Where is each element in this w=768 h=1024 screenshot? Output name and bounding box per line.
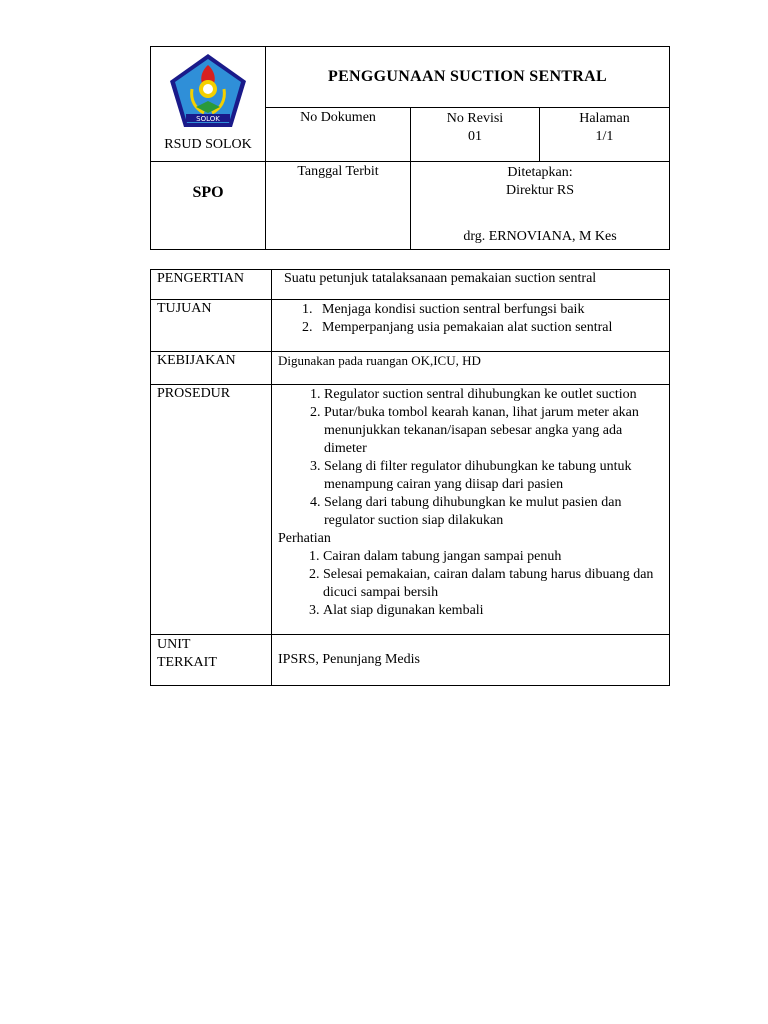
perhatian-label: Perhatian bbox=[278, 531, 331, 546]
no-dokumen-label: No Dokumen bbox=[300, 109, 376, 125]
kebijakan-text: Digunakan pada ruangan OK,ICU, HD bbox=[272, 352, 670, 385]
perhatian-item: 1. Cairan dalam tabung jangan sampai penuh bbox=[323, 548, 663, 566]
tujuan-item: 2. Memperpanjang usia pemakaian alat suction sentral bbox=[316, 319, 663, 337]
tujuan-item: 1. Menjaga kondisi suction sentral berfungsi baik bbox=[316, 301, 663, 319]
ditetapkan-cell bbox=[411, 162, 670, 250]
tujuan-list bbox=[278, 301, 663, 337]
kebijakan-label: KEBIJAKAN bbox=[151, 352, 272, 385]
tujuan-label: TUJUAN bbox=[151, 300, 272, 352]
unit-terkait-label-line1: UNIT bbox=[157, 637, 191, 652]
unit-terkait-text: IPSRS, Penunjang Medis bbox=[272, 635, 670, 686]
spo-label: SPO bbox=[151, 162, 266, 250]
hospital-logo bbox=[166, 51, 250, 135]
perhatian-item: 3. Alat siap digunakan kembali bbox=[323, 602, 663, 620]
logo-text: SOLOK bbox=[196, 115, 220, 123]
prosedur-item: 4. Selang dari tabung dihubungkan ke mulut pasien dan regulator suction siap dilakukan bbox=[324, 494, 663, 530]
signatory-name: drg. ERNOVIANA, M Kes bbox=[463, 229, 617, 244]
tujuan-cell bbox=[272, 300, 670, 352]
halaman-cell bbox=[540, 107, 670, 161]
prosedur-list bbox=[278, 386, 663, 530]
no-revisi-cell bbox=[411, 107, 540, 161]
prosedur-cell bbox=[272, 385, 670, 635]
document-header-table bbox=[150, 46, 670, 250]
prosedur-item: 2. Putar/buka tombol kearah kanan, lihat jarum meter akan menunjukkan tekanan/isapan sebesar angka yang ada dimeter bbox=[324, 404, 663, 458]
halaman-label: Halaman bbox=[579, 110, 630, 126]
pengertian-text: Suatu petunjuk tatalaksanaan pemakaian suction sentral bbox=[272, 270, 670, 300]
prosedur-item: 3. Selang di filter regulator dihubungkan ke tabung untuk menampung cairan yang diisap dari pasien bbox=[324, 458, 663, 494]
no-revisi-label: No Revisi bbox=[446, 110, 504, 126]
procedure-table bbox=[150, 269, 670, 686]
no-revisi-value: 01 bbox=[468, 128, 482, 144]
tanggal-terbit-label: Tanggal Terbit bbox=[266, 162, 411, 250]
unit-terkait-label bbox=[151, 635, 272, 686]
perhatian-list bbox=[278, 548, 663, 620]
prosedur-item: 1. Regulator suction sentral dihubungkan ke outlet suction bbox=[324, 386, 663, 404]
ditetapkan-label: Ditetapkan: bbox=[507, 165, 573, 180]
no-dokumen-cell bbox=[266, 107, 411, 161]
pengertian-label: PENGERTIAN bbox=[151, 270, 272, 300]
hospital-name: RSUD SOLOK bbox=[164, 137, 252, 152]
ditetapkan-role: Direktur RS bbox=[505, 183, 575, 198]
halaman-value: 1/1 bbox=[595, 128, 614, 144]
document-title: PENGGUNAAN SUCTION SENTRAL bbox=[266, 47, 670, 108]
logo-cell bbox=[151, 47, 266, 162]
prosedur-label: PROSEDUR bbox=[151, 385, 272, 635]
perhatian-item: 2. Selesai pemakaian, cairan dalam tabung harus dibuang dan dicuci sampai bersih bbox=[323, 566, 663, 602]
unit-terkait-label-line2: TERKAIT bbox=[157, 655, 217, 670]
